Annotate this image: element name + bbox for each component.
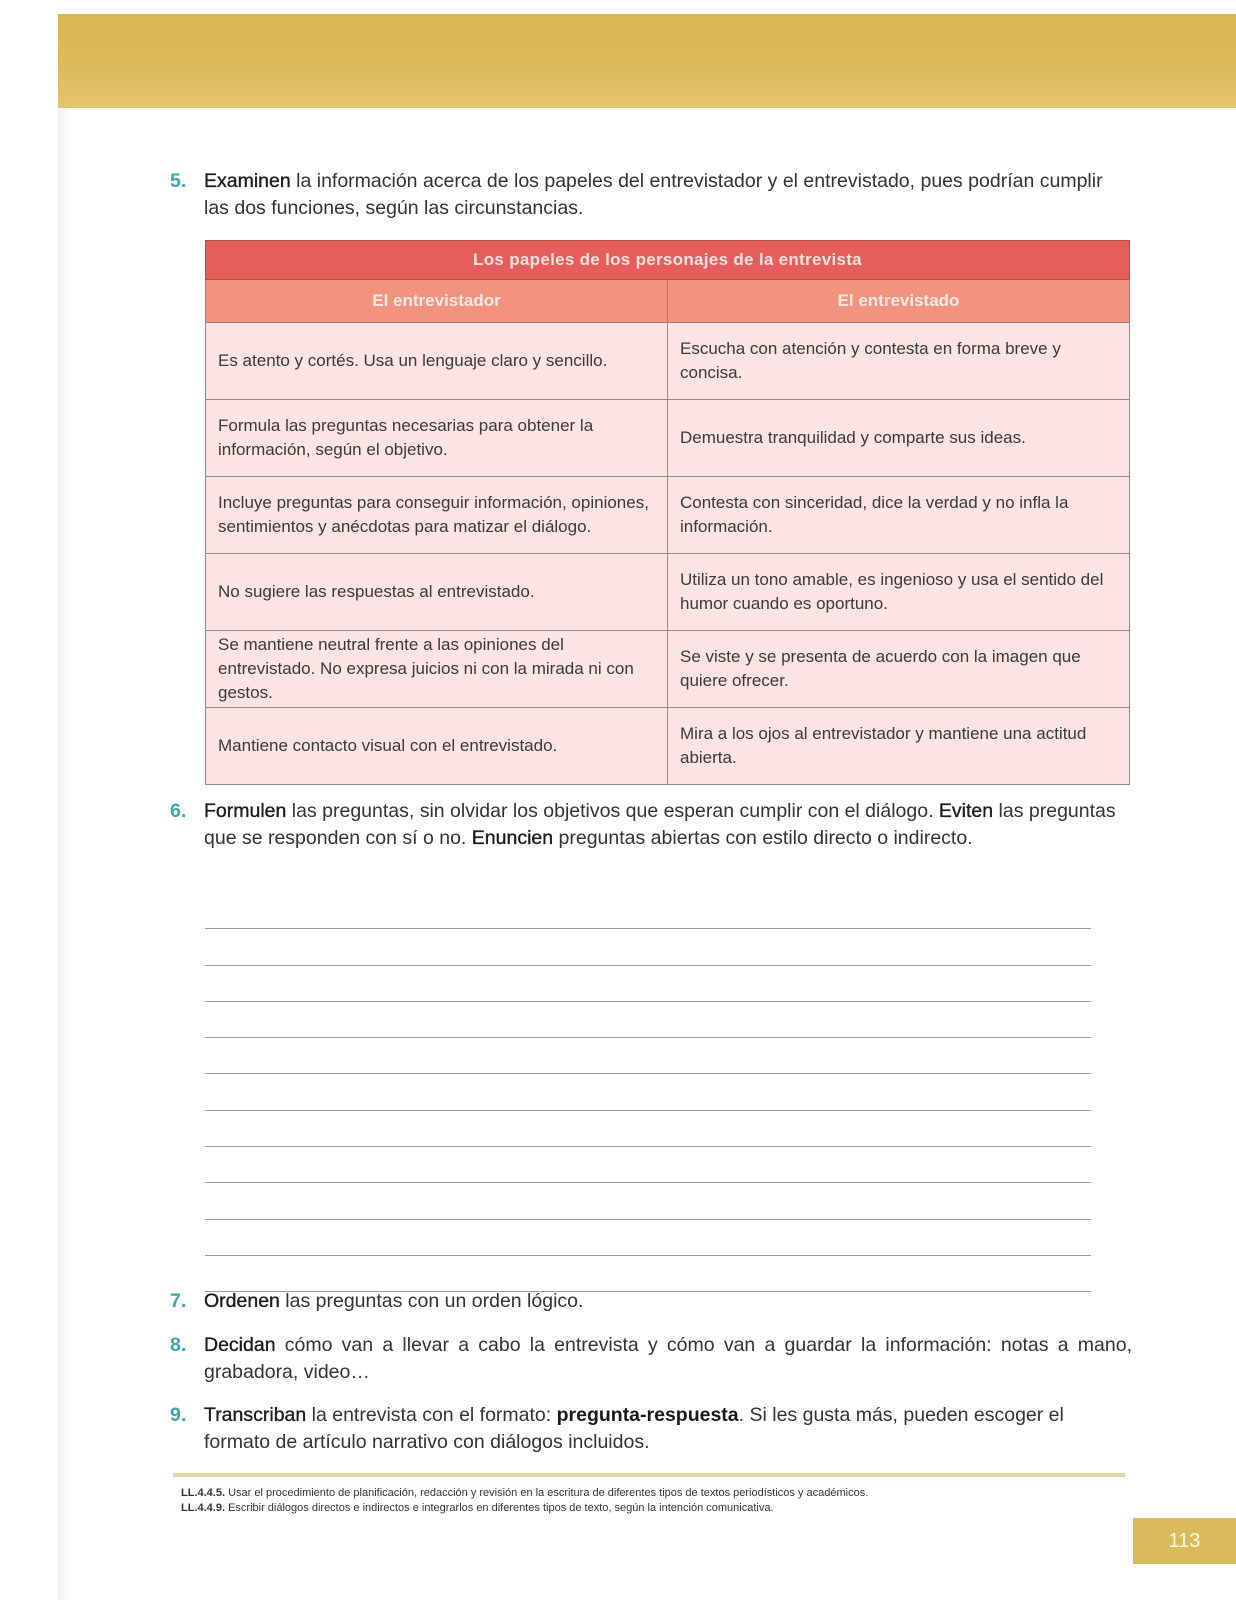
activity-7 (170, 1288, 1130, 1315)
table-row (206, 631, 1130, 708)
interviewee-cell: Mira a los ojos al entrevistador y mantiene una actitud abierta. (668, 708, 1130, 785)
writing-line[interactable] (205, 1220, 1091, 1256)
writing-line[interactable] (205, 1147, 1091, 1183)
activity-number: 7. (170, 1290, 187, 1312)
writing-line[interactable] (205, 1038, 1091, 1074)
activity-number: 9. (170, 1404, 187, 1426)
activity-instruction: preguntas abiertas con estilo directo o indirecto. (553, 827, 973, 849)
activity-verb: Eviten (938, 800, 994, 822)
activity-8 (170, 1332, 1132, 1386)
standard-text: Escribir diálogos directos e indirectos e integrarlos en diferentes tipos de texto, según la intención comunicativa. (225, 1502, 774, 1514)
curriculum-standard (181, 1486, 868, 1501)
writing-line[interactable] (205, 893, 1091, 929)
activity-text (204, 1332, 1132, 1386)
activity-number: 5. (170, 170, 187, 192)
writing-line[interactable] (205, 966, 1091, 1002)
activity-instruction: . Si les gusta más, pueden escoger el formato de artículo narrativo con diálogos incluidos. (204, 1404, 1064, 1453)
column-header-interviewer: El entrevistador (206, 280, 668, 323)
activity-text (204, 798, 1130, 852)
writing-line[interactable] (205, 1256, 1091, 1292)
activity-instruction: cómo van a llevar a cabo la entrevista y cómo van a guardar la información: notas a mano, grabadora, video… (204, 1334, 1132, 1383)
interviewee-cell: Demuestra tranquilidad y comparte sus ideas. (668, 400, 1130, 477)
activity-9 (170, 1402, 1132, 1456)
table-row (206, 477, 1130, 554)
table-row (206, 400, 1130, 477)
writing-line[interactable] (205, 929, 1091, 965)
interviewer-cell: Mantiene contacto visual con el entrevistado. (206, 708, 668, 785)
activity-number: 6. (170, 800, 187, 822)
roles-table (205, 240, 1130, 785)
activity-5 (170, 168, 1130, 222)
standard-text: Usar el procedimiento de planificación, redacción y revisión en la escritura de diferentes tipos de textos periodísticos y académicos. (225, 1487, 869, 1499)
curriculum-standards (181, 1486, 868, 1516)
table-title: Los papeles de los personajes de la entrevista (206, 241, 1130, 280)
interviewee-cell: Contesta con sinceridad, dice la verdad y no infla la información. (668, 477, 1130, 554)
activity-verb: Examinen (204, 170, 291, 192)
interviewee-cell: Se viste y se presenta de acuerdo con la imagen que quiere ofrecer. (668, 631, 1130, 708)
interviewer-cell: Se mantiene neutral frente a las opiniones del entrevistado. No expresa juicios ni con la mirada ni con gestos. (206, 631, 668, 708)
writing-line[interactable] (205, 1002, 1091, 1038)
writing-line[interactable] (205, 1183, 1091, 1219)
activity-instruction: la entrevista con el formato: (306, 1404, 557, 1426)
interviewer-cell: Es atento y cortés. Usa un lenguaje claro y sencillo. (206, 323, 668, 400)
activity-instruction: las preguntas, sin olvidar los objetivos que esperan cumplir con el diálogo. (286, 800, 939, 822)
activity-text (204, 168, 1130, 222)
activity-text (204, 1288, 1130, 1315)
activity-instruction: las preguntas con un orden lógico. (279, 1290, 584, 1312)
activity-verb: Enuncien (471, 827, 554, 849)
writing-line[interactable] (205, 1074, 1091, 1110)
activity-verb: Decidan (204, 1334, 276, 1356)
activity-instruction: la información acerca de los papeles del entrevistador y el entrevistado, pues podrían cumplir las dos funciones, según las circunstancias. (204, 170, 1103, 219)
column-header-interviewee: El entrevistado (668, 280, 1130, 323)
curriculum-standard (181, 1501, 868, 1516)
standard-code: LL.4.4.9. (181, 1502, 226, 1514)
activity-instruction: las preguntas que se responden con sí o no. (204, 800, 1116, 849)
header-band (58, 14, 1236, 108)
table-row (206, 708, 1130, 785)
interviewee-cell: Escucha con atención y contesta en forma breve y concisa. (668, 323, 1130, 400)
page-number: 113 (1133, 1518, 1236, 1564)
activity-text (204, 1402, 1132, 1456)
interviewer-cell: Formula las preguntas necesarias para obtener la información, según el objetivo. (206, 400, 668, 477)
standard-code: LL.4.4.5. (181, 1487, 226, 1499)
footer-divider (173, 1473, 1125, 1477)
activity-verb: Ordenen (204, 1290, 280, 1312)
activity-verb: Formulen (204, 800, 287, 822)
activity-6 (170, 798, 1130, 852)
table-row (206, 323, 1130, 400)
interviewer-cell: Incluye preguntas para conseguir información, opiniones, sentimientos y anécdotas para matizar el diálogo. (206, 477, 668, 554)
answer-writing-area[interactable] (205, 893, 1091, 1292)
format-name: pregunta-respuesta (556, 1404, 739, 1426)
activity-verb: Transcriban (204, 1404, 307, 1426)
activity-number: 8. (170, 1334, 187, 1356)
page-edge (58, 108, 72, 1600)
writing-line[interactable] (205, 1111, 1091, 1147)
interviewee-cell: Utiliza un tono amable, es ingenioso y usa el sentido del humor cuando es oportuno. (668, 554, 1130, 631)
interviewer-cell: No sugiere las respuestas al entrevistado. (206, 554, 668, 631)
table-row (206, 554, 1130, 631)
